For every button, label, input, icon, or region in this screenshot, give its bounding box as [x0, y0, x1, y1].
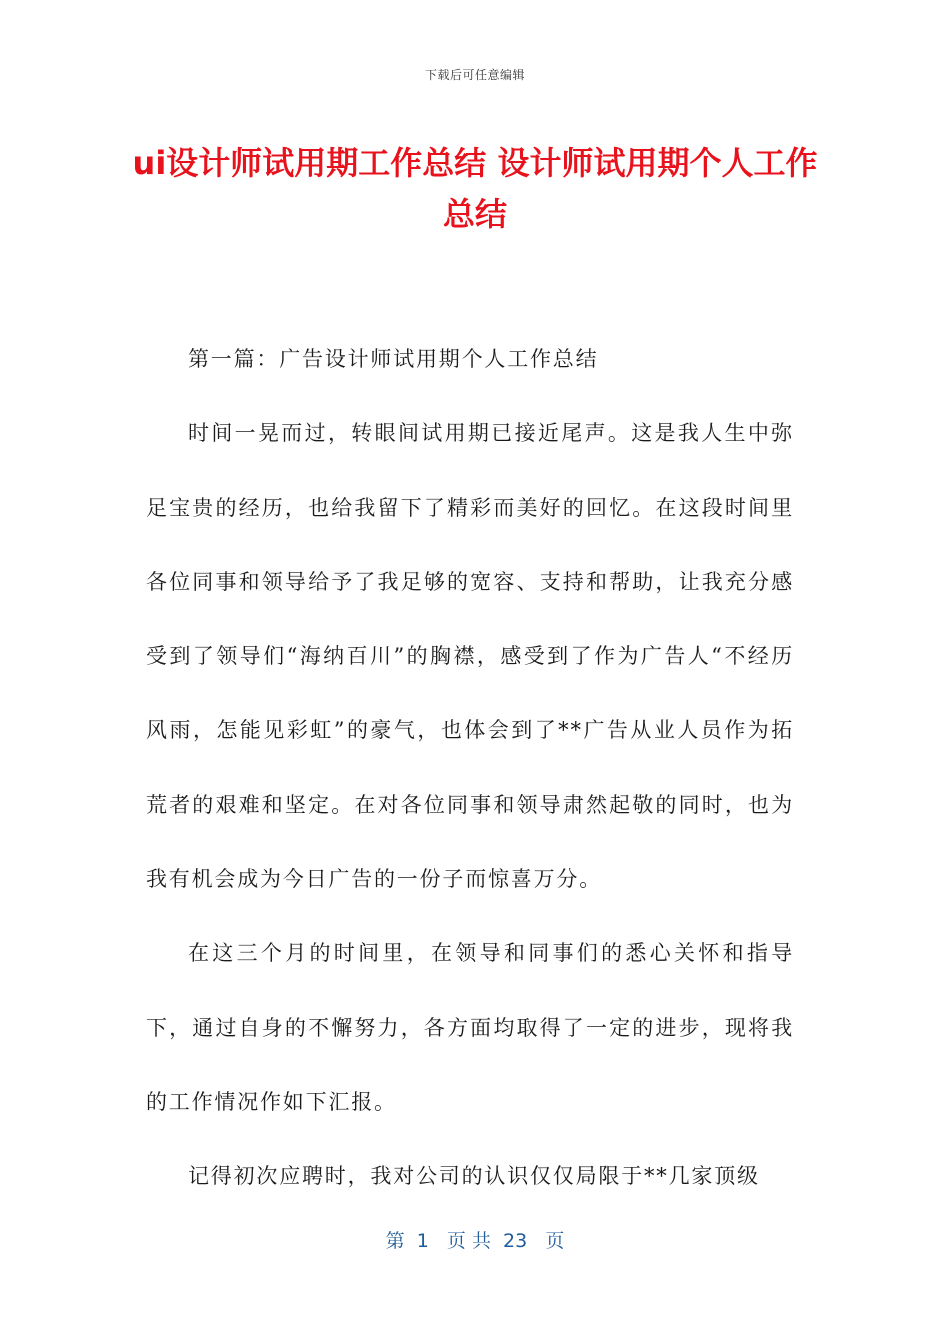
paragraph: 在这三个月的时间里，在领导和同事们的悉心关怀和指导下，通过自身的不懈努力，各方面均取得了一定的进步，现将我的工作情况作如下汇报。 [146, 941, 794, 1114]
header-note: 下载后可任意编辑 [424, 68, 525, 82]
page-number: 第 1 页 共 23 页 [385, 1230, 565, 1252]
document-body [146, 322, 794, 1214]
paragraph: 记得初次应聘时，我对公司的认识仅仅局限于**几家顶级 [188, 1164, 760, 1189]
paragraph: 时间一晃而过，转眼间试用期已接近尾声。这是我人生中弥足宝贵的经历，也给我留下了精彩而美好的回忆。在这段时间里各位同事和领导给予了我足够的宽容、支持和帮助，让我充分感受到了领导们“海纳百川”的胸襟，感受到了作为广告人“不经历风雨，怎能见彩虹”的豪气，也体会到了**广告从业人员作为拓荒者的艰难和坚定。在对各位同事和领导肃然起敬的同时，也为我有机会成为今日广告的一份子而惊喜万分。 [146, 421, 794, 892]
document-title: ui设计师试用期工作总结 设计师试用期个人工作总结 [132, 144, 818, 233]
section-heading: 第一篇：广告设计师试用期个人工作总结 [188, 347, 599, 371]
